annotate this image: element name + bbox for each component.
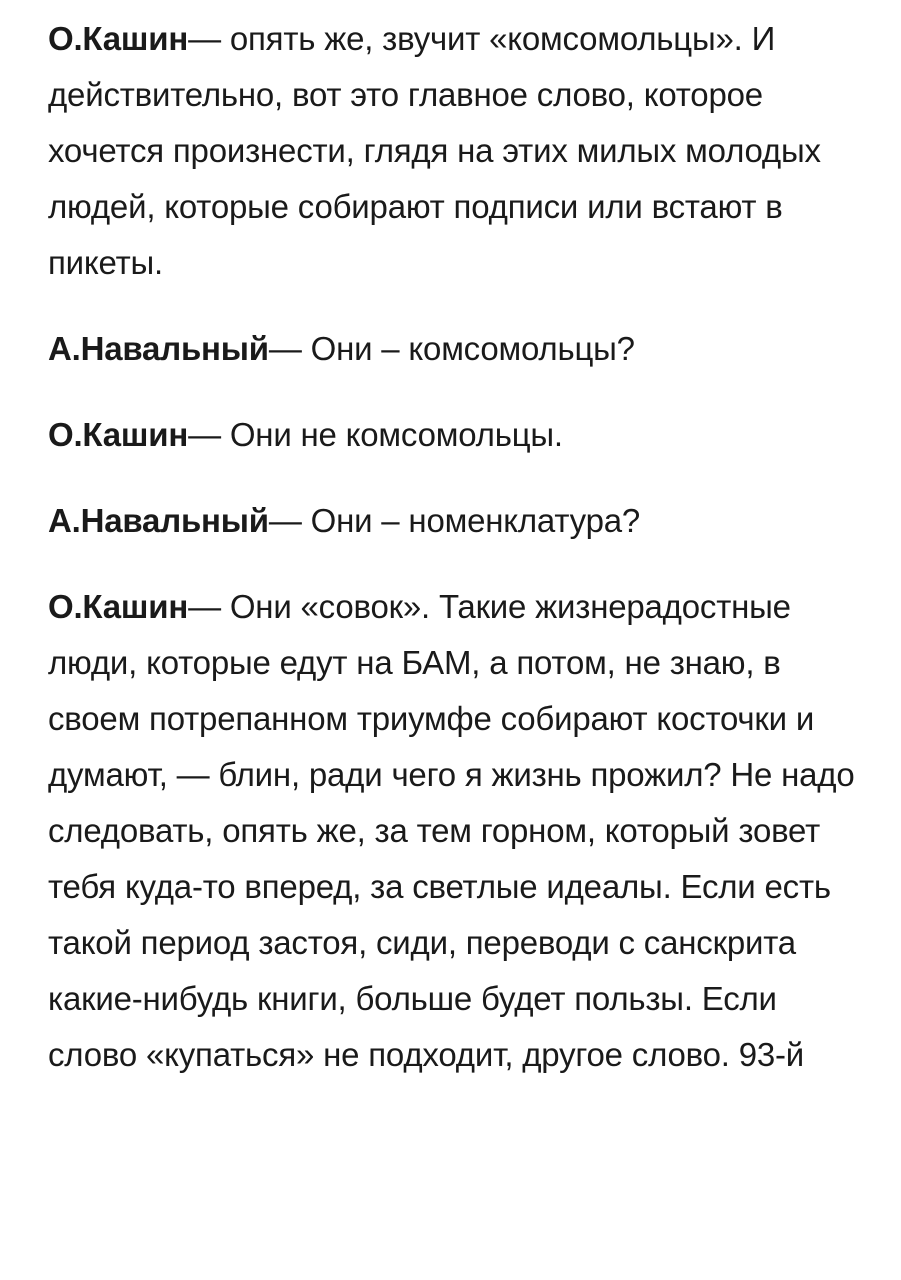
speech-text: — Они – номенклатура?: [268, 502, 641, 539]
transcript-paragraph: [48, 321, 863, 377]
speech-text: — Они не комсомольцы.: [188, 416, 563, 453]
transcript-body: [48, 11, 863, 1113]
speech-text: — Они – комсомольцы?: [268, 330, 635, 367]
speech-text: — опять же, звучит «комсомольцы». И действительно, вот это главное слово, которое хочется произнести, глядя на этих милых молодых людей, которые собирают подписи или встают в пикеты.: [48, 20, 821, 281]
speaker-name: А.Навальный: [48, 330, 269, 367]
transcript-paragraph: [48, 407, 863, 463]
transcript-paragraph: [48, 11, 863, 291]
transcript-paragraph: [48, 579, 863, 1083]
speaker-name: О.Кашин: [48, 20, 189, 57]
speaker-name: О.Кашин: [48, 588, 189, 625]
speech-text: — Они «совок». Такие жизнерадостные люди, которые едут на БАМ, а потом, не знаю, в своем потрепанном триумфе собирают косточки и думают, — блин, ради чего я жизнь прожил? Не надо следовать, опять же, за тем горном, который зовет тебя куда-то вперед, за светлые идеалы. Если есть такой период застоя, сиди, переводи с санскрита какие-нибудь книги, больше будет пользы. Если слово «купаться» не подходит, другое слово. 93-й: [48, 588, 855, 1073]
speaker-name: О.Кашин: [48, 416, 189, 453]
speaker-name: А.Навальный: [48, 502, 269, 539]
transcript-paragraph: [48, 493, 863, 549]
